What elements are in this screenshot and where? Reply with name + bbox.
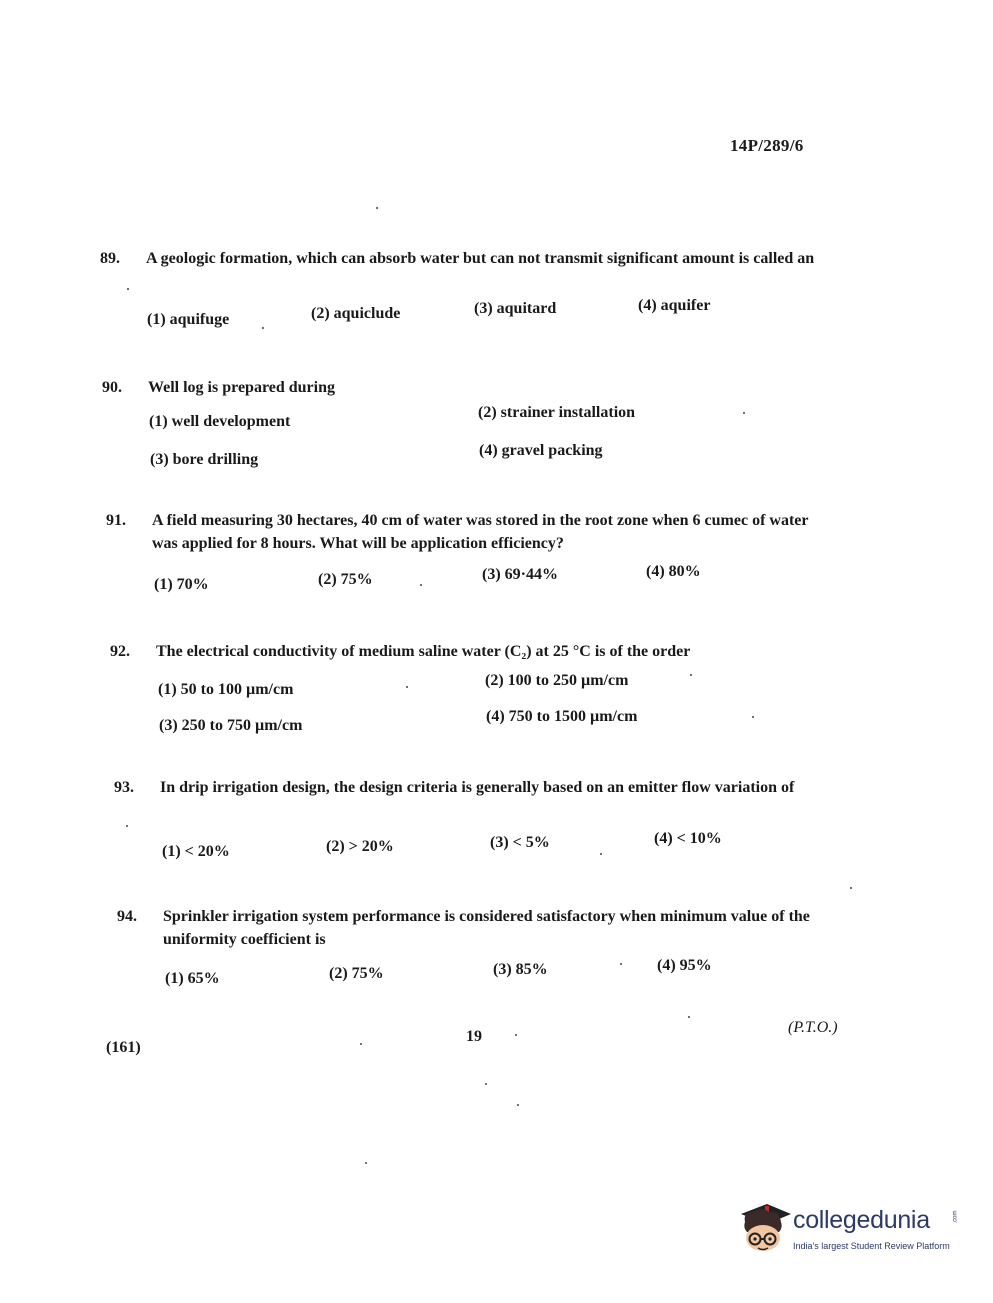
question-text: A geologic formation, which can absorb water but can not transmit significant amount is called an bbox=[146, 250, 815, 267]
option-3: (3) 250 to 750 µm/cm bbox=[159, 717, 303, 734]
page-number: 19 bbox=[466, 1028, 482, 1045]
option-1: (1) 65% bbox=[165, 970, 220, 987]
option-3: (3) 85% bbox=[493, 961, 548, 978]
question-number: 94. bbox=[117, 908, 137, 925]
option-2: (2) 75% bbox=[329, 965, 384, 982]
option-1: (1) < 20% bbox=[162, 843, 230, 860]
question-text: A field measuring 30 hectares, 40 cm of water was stored in the root zone when 6 cumec of water was applied for 8 hours. What will be application efficiency? bbox=[152, 512, 809, 552]
option-4: (4) gravel packing bbox=[479, 442, 603, 459]
question-number: 90. bbox=[102, 379, 122, 396]
option-2: (2) 100 to 250 µm/cm bbox=[485, 672, 629, 689]
option-2: (2) aquiclude bbox=[311, 305, 401, 322]
option-3: (3) aquitard bbox=[474, 300, 557, 317]
question-number: 92. bbox=[110, 643, 130, 660]
question-text: The electrical conductivity of medium saline water (C₂) at 25 °C is of the order bbox=[156, 643, 691, 660]
option-3: (3) bore drilling bbox=[150, 451, 259, 468]
question-number: 89. bbox=[100, 250, 120, 267]
question-text: In drip irrigation design, the design criteria is generally based on an emitter flow variation of bbox=[160, 779, 795, 796]
option-3: (3) 69·44% bbox=[482, 566, 558, 583]
option-4: (4) 95% bbox=[657, 957, 712, 974]
option-2: (2) 75% bbox=[318, 571, 373, 588]
please-turn-over: (P.T.O.) bbox=[788, 1019, 838, 1036]
logo-domain: .com bbox=[952, 1210, 959, 1224]
question-number: 91. bbox=[106, 512, 126, 529]
student-mascot-icon bbox=[735, 1198, 795, 1258]
question-text: Sprinkler irrigation system performance is considered satisfactory when minimum value of the uniformity coefficient is bbox=[163, 908, 810, 948]
question-number: 93. bbox=[114, 779, 134, 796]
option-3: (3) < 5% bbox=[490, 834, 550, 851]
option-4: (4) aquifer bbox=[638, 297, 711, 314]
option-1: (1) 50 to 100 µm/cm bbox=[158, 681, 294, 698]
option-1: (1) aquifuge bbox=[147, 311, 230, 328]
option-4: (4) < 10% bbox=[654, 830, 722, 847]
footer-code: (161) bbox=[106, 1039, 141, 1056]
paper-code: 14P/289/6 bbox=[730, 136, 804, 155]
option-1: (1) 70% bbox=[154, 576, 209, 593]
collegedunia-logo bbox=[735, 1196, 965, 1266]
logo-wordmark: collegedunia bbox=[793, 1206, 930, 1234]
option-1: (1) well development bbox=[149, 413, 291, 430]
question-text: Well log is prepared during bbox=[148, 379, 335, 396]
logo-tagline: India's largest Student Review Platform bbox=[793, 1241, 950, 1251]
option-4: (4) 750 to 1500 µm/cm bbox=[486, 708, 638, 725]
option-2: (2) strainer installation bbox=[478, 404, 636, 421]
option-4: (4) 80% bbox=[646, 563, 701, 580]
option-2: (2) > 20% bbox=[326, 838, 394, 855]
